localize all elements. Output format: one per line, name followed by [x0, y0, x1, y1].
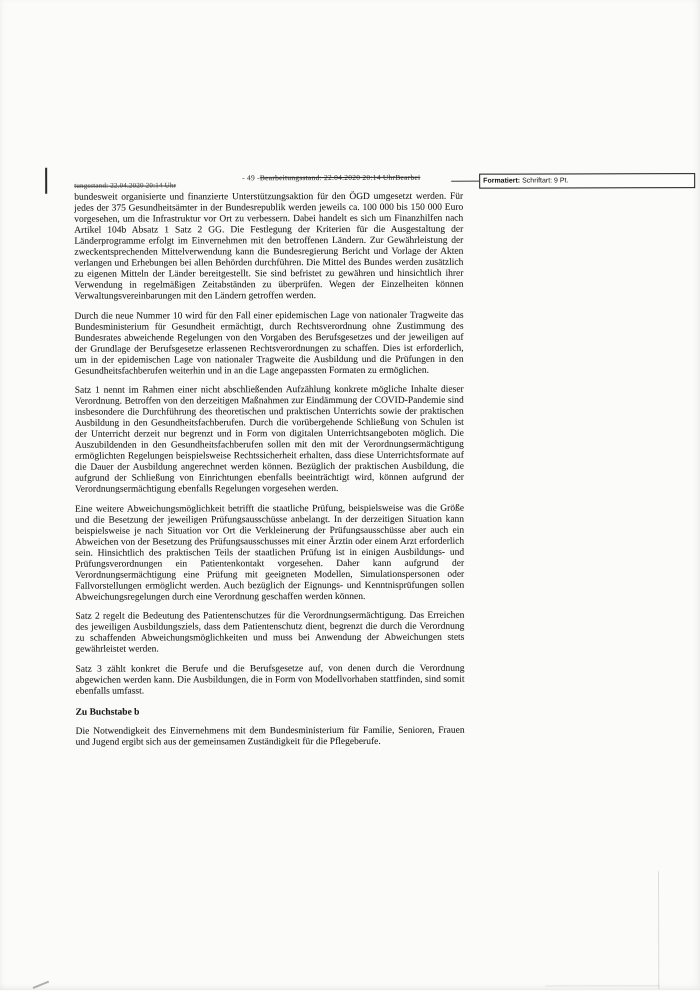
page-number: - 49 - [242, 173, 260, 183]
header-deleted-center-text: Bearbeitungsstand: 22.04.2020 20:14 Uhr [259, 172, 396, 183]
comment-text: Schriftart: 9 Pt. [522, 177, 569, 185]
comment-connector-line [451, 181, 479, 182]
body-paragraph: Satz 1 nennt im Rahmen einer nicht abschließenden Aufzählung konkrete mögliche Inhalte dieser Verordnung. Betroffen von den derzeitigen Maßnahmen zur Eindämmung der COVID-Pandemie sind insbesondere die Durchführung des theoretischen und praktischen Unterrichts sowie der praktischen Ausbildung in den Gesundheitsfachberufen. Durch die vorübergehende Schließung von Schulen ist der Unterricht derzeit nur begrenzt und in Form von digitalen Unterrichtsangeboten möglich. Die Auszubildenden in den Gesundheitsfachberufen sollen mit den mit der Verordnungsermächtigung ermöglichten Regelungen beispielsweise Rechtssicherheit erhalten, dass diese Unterrichtsformate auf die Dauer der Ausbildung angerechnet werden können. Bezüglich der praktischen Ausbildung, die aufgrund der Schließung von Einrichtungen ebenfalls beeinträchtigt wird, können aufgrund der Verordnungsermächtigung ebenfalls Regelungen vorgesehen werden. [74, 384, 464, 495]
format-comment-box [479, 173, 695, 189]
section-heading: Zu Buchstabe b [75, 707, 140, 718]
body-paragraph: Durch die neue Nummer 10 wird für den Fall einer epidemischen Lage von nationaler Tragweite das Bundesministerium für Gesundheit ermächtigt, durch Rechtsverordnung ohne Zustimmung des Bundesrates abweichende Regelungen von den Vorgaben des Berufsgesetzes und der jeweiligen auf der Grundlage der Berufsgesetze erlassenen Rechtsverordnungen zu schaffen. Dies ist erforderlich, um in der epidemischen Lage von nationaler Tragweite die Ausbildung und die Prüfungen in den Gesundheitsfachberufen weiterhin und in an die Lage angepassten Formaten zu ermöglichen. [74, 310, 464, 377]
page-header [242, 173, 420, 182]
scan-artifact [33, 981, 49, 989]
revision-change-bar [45, 168, 47, 194]
body-paragraph: Satz 2 regelt die Bedeutung des Patientenschutzes für die Verordnungsermächtigung. Das Erreichen des jeweiligen Ausbildungsziels, dass dem Patientenschutz dient, begrenzt die durch die Verordnung zu schaffenden Abweichungsmöglichkeiten und muss bei Anwendung der Abweichungen stets gewährleistet werden. [75, 610, 465, 655]
body-paragraph: Eine weitere Abweichungsmöglichkeit betrifft die staatliche Prüfung, beispielsweise was die Größe und die Besetzung der jeweiligen Prüfungsausschüsse anbelangt. In der derzeitigen Situation kann beispielsweise je nach Situation vor Ort die Verkleinerung der Prüfungsausschüsse aber auch ein Abweichen von der Besetzung des Prüfungsausschusses mit einer Ärztin oder einem Arzt erforderlich sein. Hinsichtlich des praktischen Teils der staatlichen Prüfung ist in einigen Ausbildungs- und Prüfungsverordnungen ein Patientenkontakt vorgesehen. Daher kann aufgrund der Verordnungsermächtigung eine Prüfung mit geeigneten Modellen, Simulationspersonen oder Fallvorstellungen ermöglicht werden. Auch bezüglich der Eignungs- und Kenntnisprüfungen sollen Abweichungsregelungen durch eine Verordnung geschaffen werden können. [75, 503, 465, 603]
comment-label: Formatiert: [483, 177, 521, 185]
scan-artifact [545, 985, 659, 986]
body-paragraph: Die Notwendigkeit des Einvernehmens mit dem Bundesministerium für Familie, Senioren, Frauen und Jugend ergibt sich aus der gemeinsamen Zuständigkeit für die Pflegeberufe. [75, 725, 465, 748]
scan-artifact [658, 871, 659, 989]
body-paragraph: Satz 3 zählt konkret die Berufe und die Berufsgesetze auf, von denen durch die Verordnung abgewichen werden kann. Die Ausbildungen, die in Form von Modellvorhaben stattfinden, sind somit ebenfalls umfasst. [75, 663, 465, 697]
header-deleted-trailing-fragment: Bearbei [395, 172, 421, 182]
body-paragraph: bundesweit organisierte und finanzierte Unterstützungsaktion für den ÖGD umgesetzt werden. Für jedes der 375 Gesundheitsämter in der Bundesrepublik werden jeweils ca. 100 000 bis 150 000 Euro vorgesehen, um die Infrastruktur vor Ort zu verbessern. Dabei handelt es sich um Finanzhilfen nach Artikel 104b Absatz 1 Satz 2 GG. Die Festlegung der Kriterien für die Ausgestaltung der Länderprogramme erfolgt im Einvernehmen mit den betroffenen Ländern. Zur Gewährleistung der zweckentsprechenden Mittelverwendung kann die Bundesregierung Bericht und Vorlage der Akten verlangen und Erhebungen bei allen Behörden durchführen. Die Mittel des Bundes werden zusätzlich zu eigenen Mitteln der Länder bereitgestellt. Sie sind befristet zu gewähren und hinsichtlich ihrer Verwendung in regelmäßigen Zeitabständen zu überprüfen. Wegen der Einzelheiten können Verwaltungsvereinbarungen mit den Ländern getroffen werden. [74, 191, 464, 302]
document-body [74, 192, 464, 758]
header-deleted-left-fragment: tungsstand: 22.04.2020 20:14 Uhr [74, 181, 177, 190]
